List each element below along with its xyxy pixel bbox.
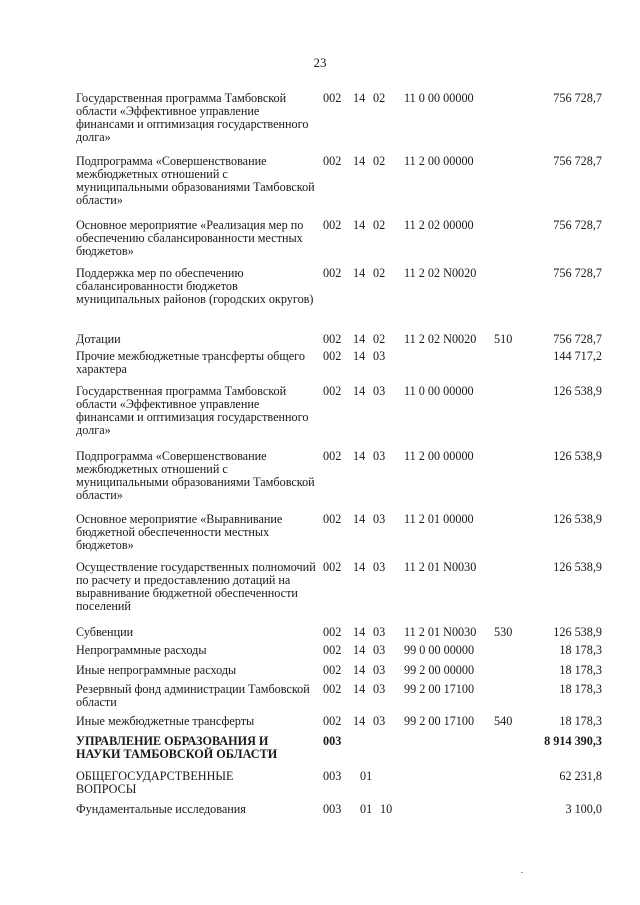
row-name: Основное мероприятие «Выравнивание бюджетной обеспеченности местных бюджетов» — [76, 512, 283, 552]
row-sum: 18 178,3 — [559, 643, 602, 657]
row-ved: 002 — [323, 512, 342, 526]
row-sum: 3 100,0 — [565, 802, 602, 816]
row-pr: 03 — [373, 714, 386, 728]
row-rz: 14 — [353, 218, 366, 232]
row-rz: 14 — [353, 332, 366, 346]
row-ved: 003 — [323, 769, 342, 783]
row-csr: 11 2 01 N0030 — [404, 560, 477, 574]
row-rz: 14 — [353, 91, 366, 105]
row-ved: 002 — [323, 218, 342, 232]
row-rz: 14 — [353, 714, 366, 728]
row-name: Резервный фонд администрации Тамбовской области — [76, 682, 310, 709]
row-rz: 14 — [353, 682, 366, 696]
row-ved: 002 — [323, 91, 342, 105]
row-sum: 18 178,3 — [559, 714, 602, 728]
row-sum: 756 728,7 — [553, 154, 602, 168]
row-rz: 14 — [353, 625, 366, 639]
row-pr: 03 — [373, 384, 386, 398]
page-number: 23 — [313, 55, 327, 70]
row-ved: 002 — [323, 643, 342, 657]
row-csr: 99 2 00 17100 — [404, 714, 475, 728]
row-pr: 02 — [373, 218, 386, 232]
row-csr: 11 2 02 00000 — [404, 218, 474, 232]
row-ved: 002 — [323, 560, 342, 574]
row-rz: 14 — [353, 512, 366, 526]
row-ved: 003 — [323, 802, 342, 816]
row-name: Прочие межбюджетные трансферты общего характера — [76, 349, 305, 376]
row-rz: 14 — [353, 663, 366, 677]
row-csr: 11 2 01 00000 — [404, 512, 474, 526]
row-ved: 002 — [323, 266, 342, 280]
row-pr: 03 — [373, 349, 386, 363]
row-sum: 18 178,3 — [559, 663, 602, 677]
row-sum: 756 728,7 — [553, 332, 602, 346]
row-vr: 530 — [494, 625, 513, 639]
row-ved: 002 — [323, 384, 342, 398]
row-name: Подпрограмма «Совершенствование межбюджетных отношений с муниципальными образованиями Тамбовской области» — [76, 449, 315, 502]
row-pr: 10 — [380, 802, 393, 816]
row-pr: 03 — [373, 643, 386, 657]
row-name: Иные непрограммные расходы — [76, 663, 237, 677]
row-vr: 510 — [494, 332, 513, 346]
row-name: Подпрограмма «Совершенствование межбюджетных отношений с муниципальными образованиями Тамбовской области» — [76, 154, 315, 207]
row-csr: 11 2 00 00000 — [404, 449, 474, 463]
row-sum: 126 538,9 — [553, 625, 602, 639]
row-name: Иные межбюджетные трансферты — [76, 714, 255, 728]
row-pr: 03 — [373, 663, 386, 677]
row-ved: 002 — [323, 625, 342, 639]
row-pr: 02 — [373, 332, 386, 346]
row-pr: 03 — [373, 682, 386, 696]
row-name: Осуществление государственных полномочий по расчету и предоставлению дотаций на выравнивание бюджетной обеспеченности поселений — [76, 560, 316, 613]
row-sum: 18 178,3 — [559, 682, 602, 696]
row-rz: 01 — [360, 802, 373, 816]
row-name: Субвенции — [76, 625, 134, 639]
row-rz: 14 — [353, 643, 366, 657]
row-sum: 756 728,7 — [553, 266, 602, 280]
row-pr: 02 — [373, 266, 386, 280]
row-rz: 01 — [360, 769, 373, 783]
row-csr: 11 0 00 00000 — [404, 384, 474, 398]
row-sum: 144 717,2 — [553, 349, 602, 363]
row-ved: 002 — [323, 682, 342, 696]
row-ved: 002 — [323, 449, 342, 463]
row-sum: 126 538,9 — [553, 512, 602, 526]
row-csr: 99 0 00 00000 — [404, 643, 475, 657]
row-rz: 14 — [353, 560, 366, 574]
row-sum: 8 914 390,3 — [544, 734, 602, 748]
row-name: ОБЩЕГОСУДАРСТВЕННЫЕ ВОПРОСЫ — [76, 769, 234, 796]
row-csr: 99 2 00 00000 — [404, 663, 475, 677]
row-name: Государственная программа Тамбовской области «Эффективное управление финансами и оптимизация государственного долга» — [76, 384, 309, 437]
row-rz: 14 — [353, 449, 366, 463]
row-pr: 02 — [373, 91, 386, 105]
row-sum: 62 231,8 — [559, 769, 602, 783]
row-name: Государственная программа Тамбовской области «Эффективное управление финансами и оптимизация государственного долга» — [76, 91, 309, 144]
row-csr: 11 2 02 N0020 — [404, 332, 477, 346]
row-csr: 11 0 00 00000 — [404, 91, 474, 105]
row-ved: 002 — [323, 714, 342, 728]
row-sum: 126 538,9 — [553, 449, 602, 463]
row-rz: 14 — [353, 266, 366, 280]
row-sum: 126 538,9 — [553, 384, 602, 398]
row-ved: 002 — [323, 154, 342, 168]
row-rz: 14 — [353, 384, 366, 398]
row-rz: 14 — [353, 154, 366, 168]
row-csr: 11 2 00 00000 — [404, 154, 474, 168]
row-csr: 11 2 01 N0030 — [404, 625, 477, 639]
row-ved: 003 — [323, 734, 342, 748]
row-name: Фундаментальные исследования — [76, 802, 246, 816]
row-pr: 02 — [373, 154, 386, 168]
row-ved: 002 — [323, 332, 342, 346]
scan-speck — [521, 872, 523, 873]
row-sum: 756 728,7 — [553, 218, 602, 232]
row-csr: 11 2 02 N0020 — [404, 266, 477, 280]
row-pr: 03 — [373, 625, 386, 639]
row-pr: 03 — [373, 512, 386, 526]
row-rz: 14 — [353, 349, 366, 363]
row-name: Дотации — [76, 332, 121, 346]
row-vr: 540 — [494, 714, 513, 728]
row-name: Поддержка мер по обеспечению сбалансированности бюджетов муниципальных районов (городских округов) — [76, 266, 314, 306]
row-ved: 002 — [323, 663, 342, 677]
row-pr: 03 — [373, 560, 386, 574]
row-pr: 03 — [373, 449, 386, 463]
row-csr: 99 2 00 17100 — [404, 682, 475, 696]
row-sum: 756 728,7 — [553, 91, 602, 105]
row-name: Основное мероприятие «Реализация мер по обеспечению сбалансированности местных бюджетов» — [76, 218, 304, 258]
row-sum: 126 538,9 — [553, 560, 602, 574]
row-name: Непрограммные расходы — [76, 643, 207, 657]
section-title: УПРАВЛЕНИЕ ОБРАЗОВАНИЯ И НАУКИ ТАМБОВСКОЙ ОБЛАСТИ — [76, 734, 278, 761]
row-ved: 002 — [323, 349, 342, 363]
